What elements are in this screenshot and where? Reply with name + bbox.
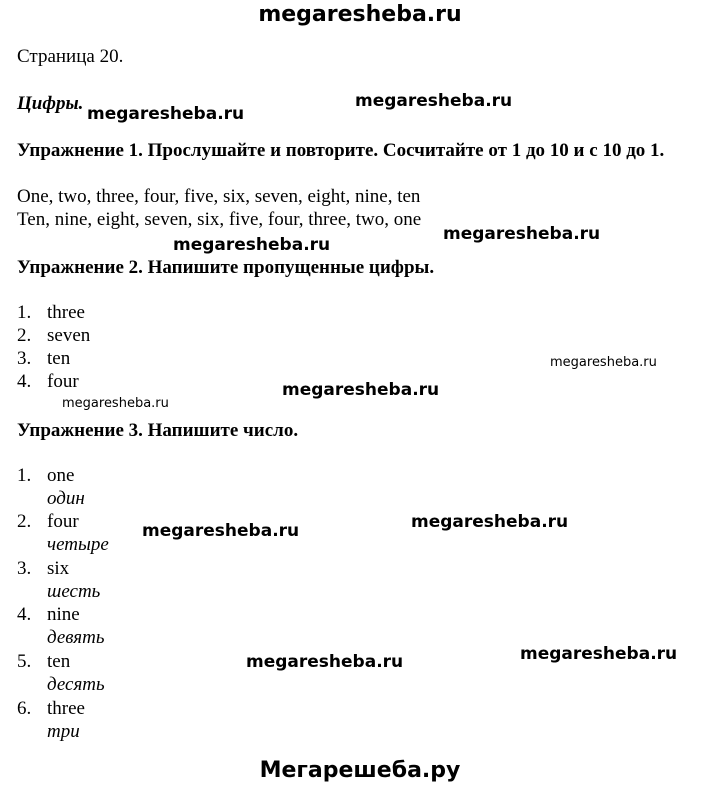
site-footer: Мегарешеба.ру bbox=[259, 758, 461, 783]
item-number: 4. bbox=[17, 371, 32, 392]
item-number: 5. bbox=[17, 651, 32, 672]
exercise2-item bbox=[17, 370, 79, 393]
site-header: megaresheba.ru bbox=[258, 2, 462, 27]
exercise3-title: Упражнение 3. Напишите число. bbox=[17, 420, 299, 441]
item-translation: шесть bbox=[47, 581, 101, 602]
item-text: six bbox=[47, 558, 70, 579]
item-text: three bbox=[47, 302, 85, 323]
exercise1-line-1: One, two, three, four, five, six, seven, eight, nine, ten bbox=[17, 186, 421, 207]
item-text: four bbox=[47, 511, 79, 532]
watermark: megaresheba.ru bbox=[87, 104, 245, 124]
section-title: Цифры. bbox=[17, 93, 84, 114]
exercise1-title: Упражнение 1. Прослушайте и повторите. Сосчитайте от 1 до 10 и с 10 до 1. bbox=[17, 140, 665, 161]
item-number: 6. bbox=[17, 698, 32, 719]
watermark-small: megaresheba.ru bbox=[550, 355, 657, 370]
watermark: megaresheba.ru bbox=[355, 91, 513, 111]
item-text: one bbox=[47, 465, 75, 486]
item-text: ten bbox=[47, 651, 71, 672]
item-translation: девять bbox=[47, 627, 105, 648]
item-number: 2. bbox=[17, 325, 32, 346]
exercise3-item bbox=[17, 603, 80, 626]
item-translation: четыре bbox=[47, 534, 109, 555]
exercise3-item bbox=[17, 557, 69, 580]
item-text: seven bbox=[47, 325, 91, 346]
watermark: megaresheba.ru bbox=[520, 644, 678, 664]
item-number: 3. bbox=[17, 558, 32, 579]
watermark: megaresheba.ru bbox=[282, 380, 440, 400]
watermark: megaresheba.ru bbox=[411, 512, 569, 532]
item-number: 2. bbox=[17, 511, 32, 532]
exercise1-line-2: Ten, nine, eight, seven, six, five, four, three, two, one bbox=[17, 209, 422, 230]
exercise2-item bbox=[17, 347, 70, 370]
item-text: four bbox=[47, 371, 79, 392]
exercise2-item bbox=[17, 324, 90, 347]
item-text: three bbox=[47, 698, 85, 719]
item-translation: три bbox=[47, 721, 80, 742]
exercise3-item bbox=[17, 510, 79, 533]
item-text: nine bbox=[47, 604, 80, 625]
exercise3-item bbox=[17, 650, 70, 673]
page-label: Страница 20. bbox=[17, 46, 124, 67]
item-translation: один bbox=[47, 488, 85, 509]
watermark: megaresheba.ru bbox=[443, 224, 601, 244]
exercise2-item bbox=[17, 301, 85, 324]
watermark: megaresheba.ru bbox=[142, 521, 300, 541]
item-number: 1. bbox=[17, 465, 32, 486]
watermark-small: megaresheba.ru bbox=[62, 396, 169, 411]
watermark: megaresheba.ru bbox=[173, 235, 331, 255]
item-translation: десять bbox=[47, 674, 105, 695]
exercise3-item bbox=[17, 697, 85, 720]
watermark: megaresheba.ru bbox=[246, 652, 404, 672]
exercise3-item bbox=[17, 464, 74, 487]
exercise2-title: Упражнение 2. Напишите пропущенные цифры. bbox=[17, 257, 435, 278]
item-number: 4. bbox=[17, 604, 32, 625]
item-text: ten bbox=[47, 348, 71, 369]
item-number: 1. bbox=[17, 302, 32, 323]
item-number: 3. bbox=[17, 348, 32, 369]
